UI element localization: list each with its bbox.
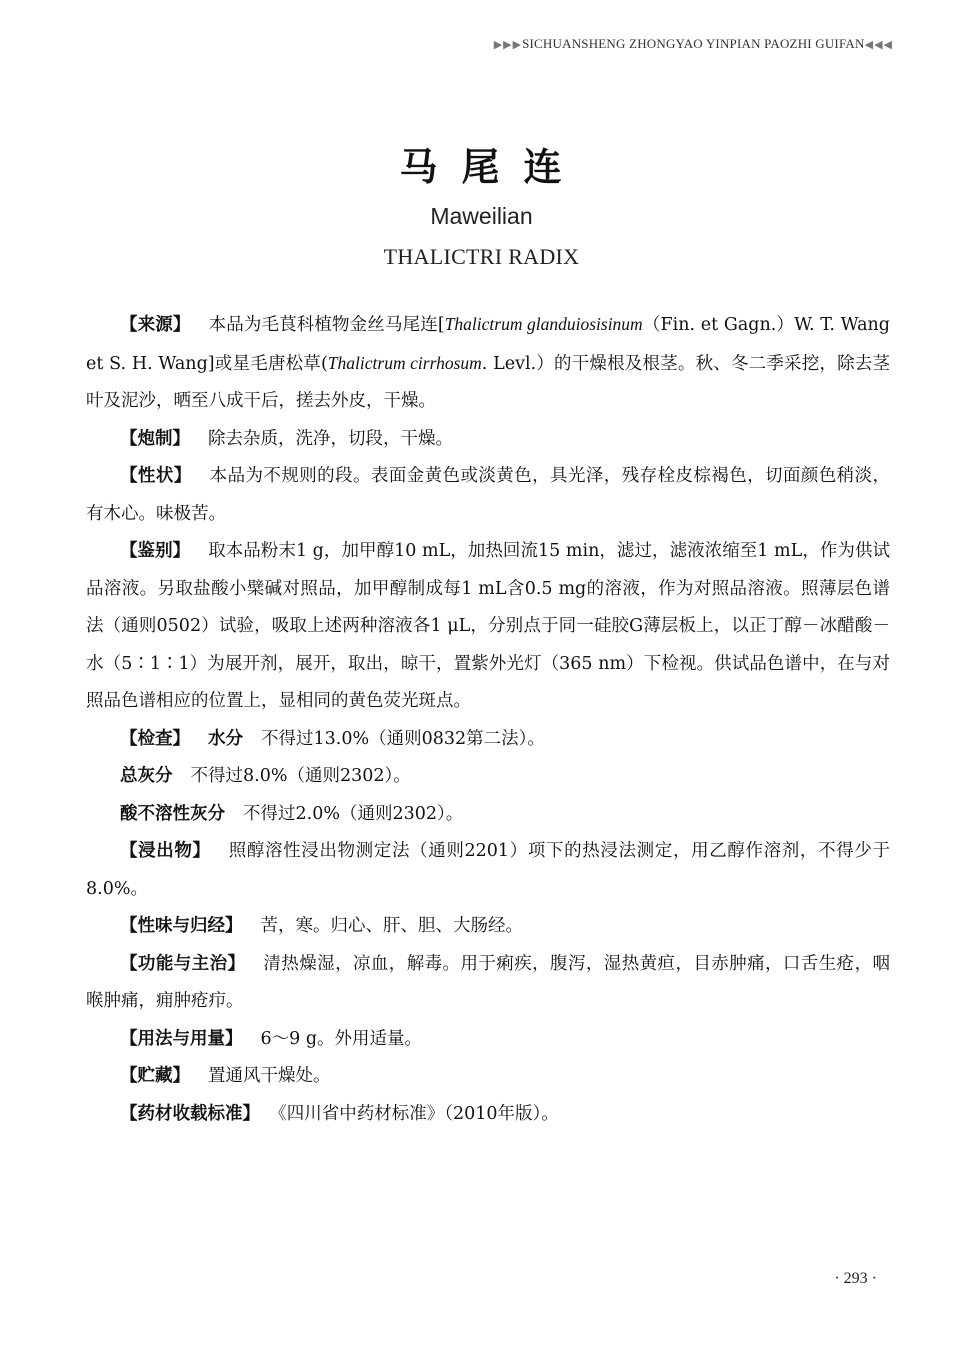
- inspection-ash-label: 总灰分: [120, 766, 173, 786]
- section-label-storage: 【贮藏】: [120, 1066, 190, 1086]
- inspection-acid-ash-label: 酸不溶性灰分: [120, 803, 225, 824]
- standard-text: 《四川省中药材标准》（2010年版）。: [278, 1103, 559, 1124]
- section-label-function: 【功能与主治】: [120, 953, 246, 974]
- section-label-source: 【来源】: [120, 315, 191, 335]
- page-number: · 293 ·: [834, 1270, 877, 1287]
- source-text-1: 本品为毛茛科植物金丝马尾连[: [208, 315, 445, 335]
- section-nature: [86, 908, 890, 946]
- source-text-3: . Levl.）的干燥根及根茎。秋、冬二季采挖，除去茎叶及泥沙，晒至八成干后，搓去外皮，干燥。: [86, 353, 891, 411]
- usage-text: 6～9 g。外用适量。: [260, 1028, 423, 1049]
- running-head: [494, 36, 893, 52]
- source-latin-1: Thalictrum glanduiosisinum: [444, 314, 643, 334]
- section-character: [86, 458, 890, 533]
- running-head-right-arrows: ◀◀◀: [864, 39, 893, 51]
- section-standard: [86, 1096, 890, 1134]
- inspection-acid-insoluble-ash: [86, 796, 890, 834]
- function-text: 清热燥湿，凉血，解毒。用于痢疾，腹泻，湿热黄疸，目赤肿痛，口舌生疮，咽喉肿痛，痈肿疮疖。: [86, 953, 891, 1011]
- inspection-acid-ash-text: 不得过2.0%（通则2302）。: [243, 803, 464, 824]
- running-head-text: SICHUANSHENG ZHONGYAO YINPIAN PAOZHI GUIFAN: [522, 36, 865, 51]
- monograph-body: [86, 306, 890, 1133]
- extract-text: 照醇溶性浸出物测定法（通则2201）项下的热浸法测定，用乙醇作溶剂，不得少于8.0%。: [86, 841, 890, 899]
- section-label-processing: 【炮制】: [120, 428, 190, 449]
- title-latin: THALICTRI RADIX: [383, 244, 580, 269]
- section-inspection: [86, 721, 890, 759]
- inspection-ash-text: 不得过8.0%（通则2302）。: [190, 766, 411, 786]
- section-processing: [86, 421, 890, 459]
- running-head-left-arrows: ▶▶▶: [493, 39, 523, 51]
- source-text-2: （Fin. et Gagn.）W. T. Wang et S. H. Wang]或星毛唐松草(: [86, 315, 890, 374]
- section-function: [86, 946, 890, 1021]
- section-usage: [86, 1021, 890, 1059]
- processing-text: 除去杂质，洗净，切段，干燥。: [208, 428, 453, 449]
- title-pinyin: Maweilian: [430, 203, 533, 229]
- section-label-identification: 【鉴别】: [120, 541, 191, 561]
- nature-text: 苦，寒。归心、肝、胆、大肠经。: [260, 916, 523, 936]
- section-storage: [86, 1058, 890, 1096]
- inspection-water-text: 不得过13.0%（通则0832第二法）。: [261, 728, 545, 749]
- section-source: [86, 306, 890, 421]
- section-label-extract: 【浸出物】: [120, 841, 211, 861]
- title-block: [0, 136, 963, 270]
- source-latin-2: Thalictrum cirrhosum: [327, 352, 482, 373]
- section-label-usage: 【用法与用量】: [120, 1028, 243, 1049]
- inspection-water-label: 水分: [208, 728, 243, 749]
- storage-text: 置通风干燥处。: [208, 1066, 331, 1086]
- section-label-nature: 【性味与归经】: [120, 916, 243, 936]
- inspection-total-ash: [86, 758, 890, 796]
- section-label-character: 【性状】: [120, 466, 192, 486]
- section-label-inspection: 【检查】: [120, 728, 190, 749]
- section-identification: [86, 533, 890, 721]
- title-chinese: 马尾连: [399, 145, 586, 189]
- identification-text: 取本品粉末1 g，加甲醇10 mL，加热回流15 min，滤过，滤液浓缩至1 mL，作为供试品溶液。另取盐酸小檗碱对照品，加甲醇制成每1 mL含0.5 mg的溶液，作为对照品溶液。照薄层色谱法（通则0502）试验，吸取上述两种溶液各1 μL，分别点于同一硅胶G薄层板上，以正丁醇－冰醋酸－水（5∶1∶1）为展开剂，展开，取出，晾干，置紫外光灯（365 nm）下检视。供试品色谱中，在与对照品色谱相应的位置上，显相同的黄色荧光斑点。: [86, 541, 891, 711]
- section-label-standard: 【药材收载标准】: [120, 1103, 260, 1124]
- section-extract: [86, 833, 890, 908]
- character-text: 本品为不规则的段。表面金黄色或淡黄色，具光泽，残存栓皮棕褐色，切面颜色稍淡，有木心。味极苦。: [86, 466, 891, 524]
